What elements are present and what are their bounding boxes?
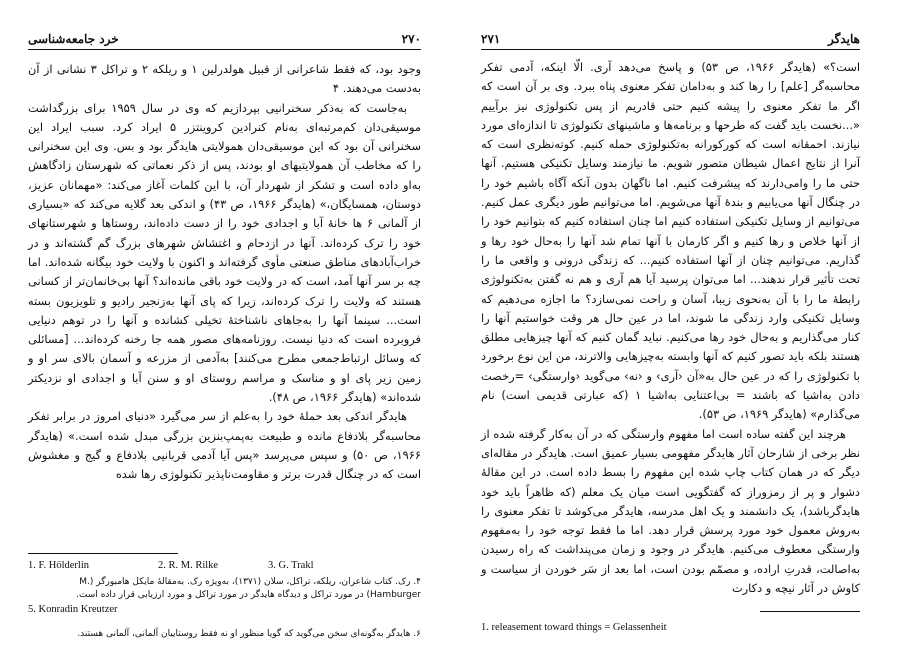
left-paragraph-2: به‌جاست که به‌ذکر سخنرانیی بپردازیم که وی در سال ۱۹۵۹ برای بزرگداشت موسیقی‌دان کم‌مرتبه‌ای به‌نام کنرادین کروینتزر ۵ ایراد کرد. سبب ایراد این سخنرانی آن بود که این موسیقی‌دان همولایتی هایدگر بود و بس. وی این سخنرانی را که مخاطب آن همولایتیهای او بودند، پس از ذکر نعماتی که شهرستان زادگاهش به‌او داده است و تشکر از شهردار آن، با این کلمات آغاز می‌کند: «مهمانان عزیز، دوستان، همسایگان،» (هایدگر ۱۹۶۶، ص ۴۳) و اندکی بعد گلایه می‌کند که «بسیاری از آلمانی ۶ ها خانهٔ آبا و اجدادی خود را از دست داده‌اند، روستاها و شهرستانهای خود را ترک کرده‌اند. آنها در ازدحام و اغتشاش شهرهای بزرگ گم گشته‌اند و در خراب‌آبادهای مناطق صنعتی مأوی گرفته‌اند و اکنون با ولایت خود بیگانه شده‌اند. اما چه بر سر آنها آمد، است که در ولایت خود باقی مانده‌اند؟ آنها بی‌خانمان‌تر از کسانی هستند که ولایت را ترک کرده‌اند، زیرا که پای آنها به‌زنجیر رادیو و تلویزیون بسته است... سینما آنها را به‌جاهای ناشناختهٔ تخیلی کشانده و آنها را در توهم دنیایی فروبرده است که دنیا نیست. روزنامه‌های مصور همه جا رخنه کرده‌اند... [مسائلی که وسائل ارتباط‌جمعی مطرح می‌کنند] به‌آدمی از مزرعه و آسمان بالای سر او و زمین زیر پای او و مناسک و مراسم روستای او و سنن آبا و اجدادی او نزدیکتر شده‌اند» (هایدگر ۱۹۶۶، ص ۴۸). [28, 100, 421, 405]
footnote-6-left: ۶. هایدگر به‌گونه‌ای سخن می‌گوید که گویا منظور او نه فقط روستاییان آلمانی، آلمانی هستند. [77, 629, 421, 639]
left-page-title: خرد جامعه‌شناسی [28, 32, 119, 46]
left-footnotes-latin [28, 560, 314, 571]
left-paragraph-3: هایدگر اندکی بعد حملهٔ خود را به‌علم از سر می‌گیرد «دنیای امروز در برابر تفکر محاسبه‌گر بلادفاع مانده و طبیعت به‌پمپ‌بنزین بزرگی مبدل شده است.» (هایدگر ۱۹۶۶، ص ۵۰) و سپس می‌پرسد «پس آیا آدمی قربانیی بلادفاع و گیج و مغشوش است که در چنگال قدرت برتر و مقاومت‌ناپذیر تکنولوژی رها شده [28, 409, 421, 482]
footnote-1-right: 1. releasement toward things = Gelassenheit [481, 622, 667, 633]
footnote-4-left: ۴. رک. کتاب شاعران، ریلکه، تراکل، سلان (۱۳۷۱)، به‌ویژه رک. به‌مقالهٔ مایکل هامبورگر (M. Hamburger) در مورد تراکل و دیدگاه هایدگر در مورد تراکل و مورد ارزیابی قرار داده است. [76, 577, 421, 600]
right-paragraph-2: هرچند این گفته ساده است اما مفهوم وارستگی که در آن به‌کار گرفته شده از نظر برخی از شارحان آثار هایدگر مفهومی بسیار عمیق است. هایدگر در مقاله‌ای دیگر که در همان کتاب چاپ شده این مفهوم را بسط داده است. در این مقالهٔ دشوار و پر از رمزوراز که گفتگویی است میان یک معلم (که ظاهراً باید خود هایدگرباشد)، یک دانشمند و یک اهل مدرسه، هایدگر می‌کوشد تا تفکر معنوی را به‌روش معمول خود مورد پرسش قرار دهد. اما ما فقط توجه خود را به‌مفهوم وارستگی معطوف می‌کنیم. هایدگر در وجود و زمان می‌پنداشت که راه رسیدن به‌اصالت، قدرتِ اراده، و مصمّم بودن است، اما بعد از سَر خوردن از سیاست و کاوش در آثار نیچه و دکارت [481, 426, 860, 596]
right-header-rule [481, 49, 860, 50]
right-running-head [481, 30, 860, 48]
right-paragraph-1: است؟» (هایدگر ۱۹۶۶، ص ۵۳) و پاسخ می‌دهد آری. الّا اینکه، آدمی تفکر محاسبه‌گر [علم] را رها کند و به‌دامان تفکر معنوی پناه ببرد. وی بر آن است که اگر ما تفکر معنوی را پیشه کنیم حتی قادریم از پس تکنولوژی نیز برآییم «...نخست باید گفت که طرحها و برنامه‌ها و ماشینهای تکنولوژی تا اندازه‌ای مورد نیازند. احمقانه است که کورکورانه به‌تکنولوژی حمله کنیم. کوته‌نظری است که آنرا از نتایج اعمال شیطان متصور شویم. ما نیازمند وسایل تکنیکی هستیم. آنها حتی ما را وامی‌دارند که پیشرفت کنیم. اما ناگهان بدون آنکه آگاه باشیم خود را در چنگال آنها می‌یابیم و بندهٔ آنها می‌شویم. اما می‌توانیم طور دیگری عمل کنیم. می‌توانیم از وسایل تکنیکی استفاده کنیم اما چنان استفاده کنیم که بتوانیم خود را از آنها خلاص و رها کنیم و اگر کارمان با آنها تمام شد آنها را به‌حال خود رها و گذاریم. می‌توانیم چنان از آنها استفاده کنیم... که زندگی درونی و واقعی ما را تحت تأثیر قرار ندهند... اما می‌توان پرسید آیا هم آری و هم نه گفتن به‌تکنولوژی رابطهٔ ما را با آن به‌نحوی زیبا، آسان و راحت نمی‌سازد؟ ما اجازه می‌دهیم که وسایل تکنیکی وارد زندگی ما شوند، اما در عین حال هر وقت خواستیم آنها را کنار می‌گذاریم و به‌حال خود رها می‌کنیم. نباید گمان کنیم که آنها چیزهایی مطلق هستند بلکه باید تصور کنیم که آنها وابسته به‌چیزهایی والاترند، من این نوع برخورد با تکنولوژی را که در عین حال به‌«آن ‹آری› و ‹نه› می‌گوید ‹وارستگی› =رخصت دادن به‌اشیا که باشند = بی‌اعتنایی به‌اشیا ۱ (که عبارتی قدیمی است) نام می‌گذارم» (هایدگر ۱۹۶۹، ص ۵۳). [481, 60, 860, 422]
right-page [451, 0, 902, 668]
right-page-number: ۲۷۱ [481, 32, 501, 46]
left-body-text [28, 60, 421, 485]
left-header-rule [28, 49, 421, 50]
left-paragraph-1: وجود بود، که فقط شاعرانی از قبیل هولدرلین ۱ و ریلکه ۲ و تراکل ۳ نشانی از آن به‌دست می‌دهند. ۴ [28, 62, 421, 96]
right-page-title: هایدگر [828, 32, 860, 46]
footnote-1-left: 1. F. Hölderlin [28, 560, 89, 571]
left-running-head [28, 30, 421, 48]
footnote-3-left: 3. G. Trakl [268, 560, 314, 571]
footnote-2-left: 2. R. M. Rilke [158, 560, 219, 571]
left-footnote-rule [28, 553, 178, 554]
right-body-text [481, 58, 860, 598]
footnote-5-left: 5. Konradin Kreutzer [28, 604, 118, 615]
right-footnote-rule [760, 611, 860, 612]
left-page-number: ۲۷۰ [401, 32, 421, 46]
